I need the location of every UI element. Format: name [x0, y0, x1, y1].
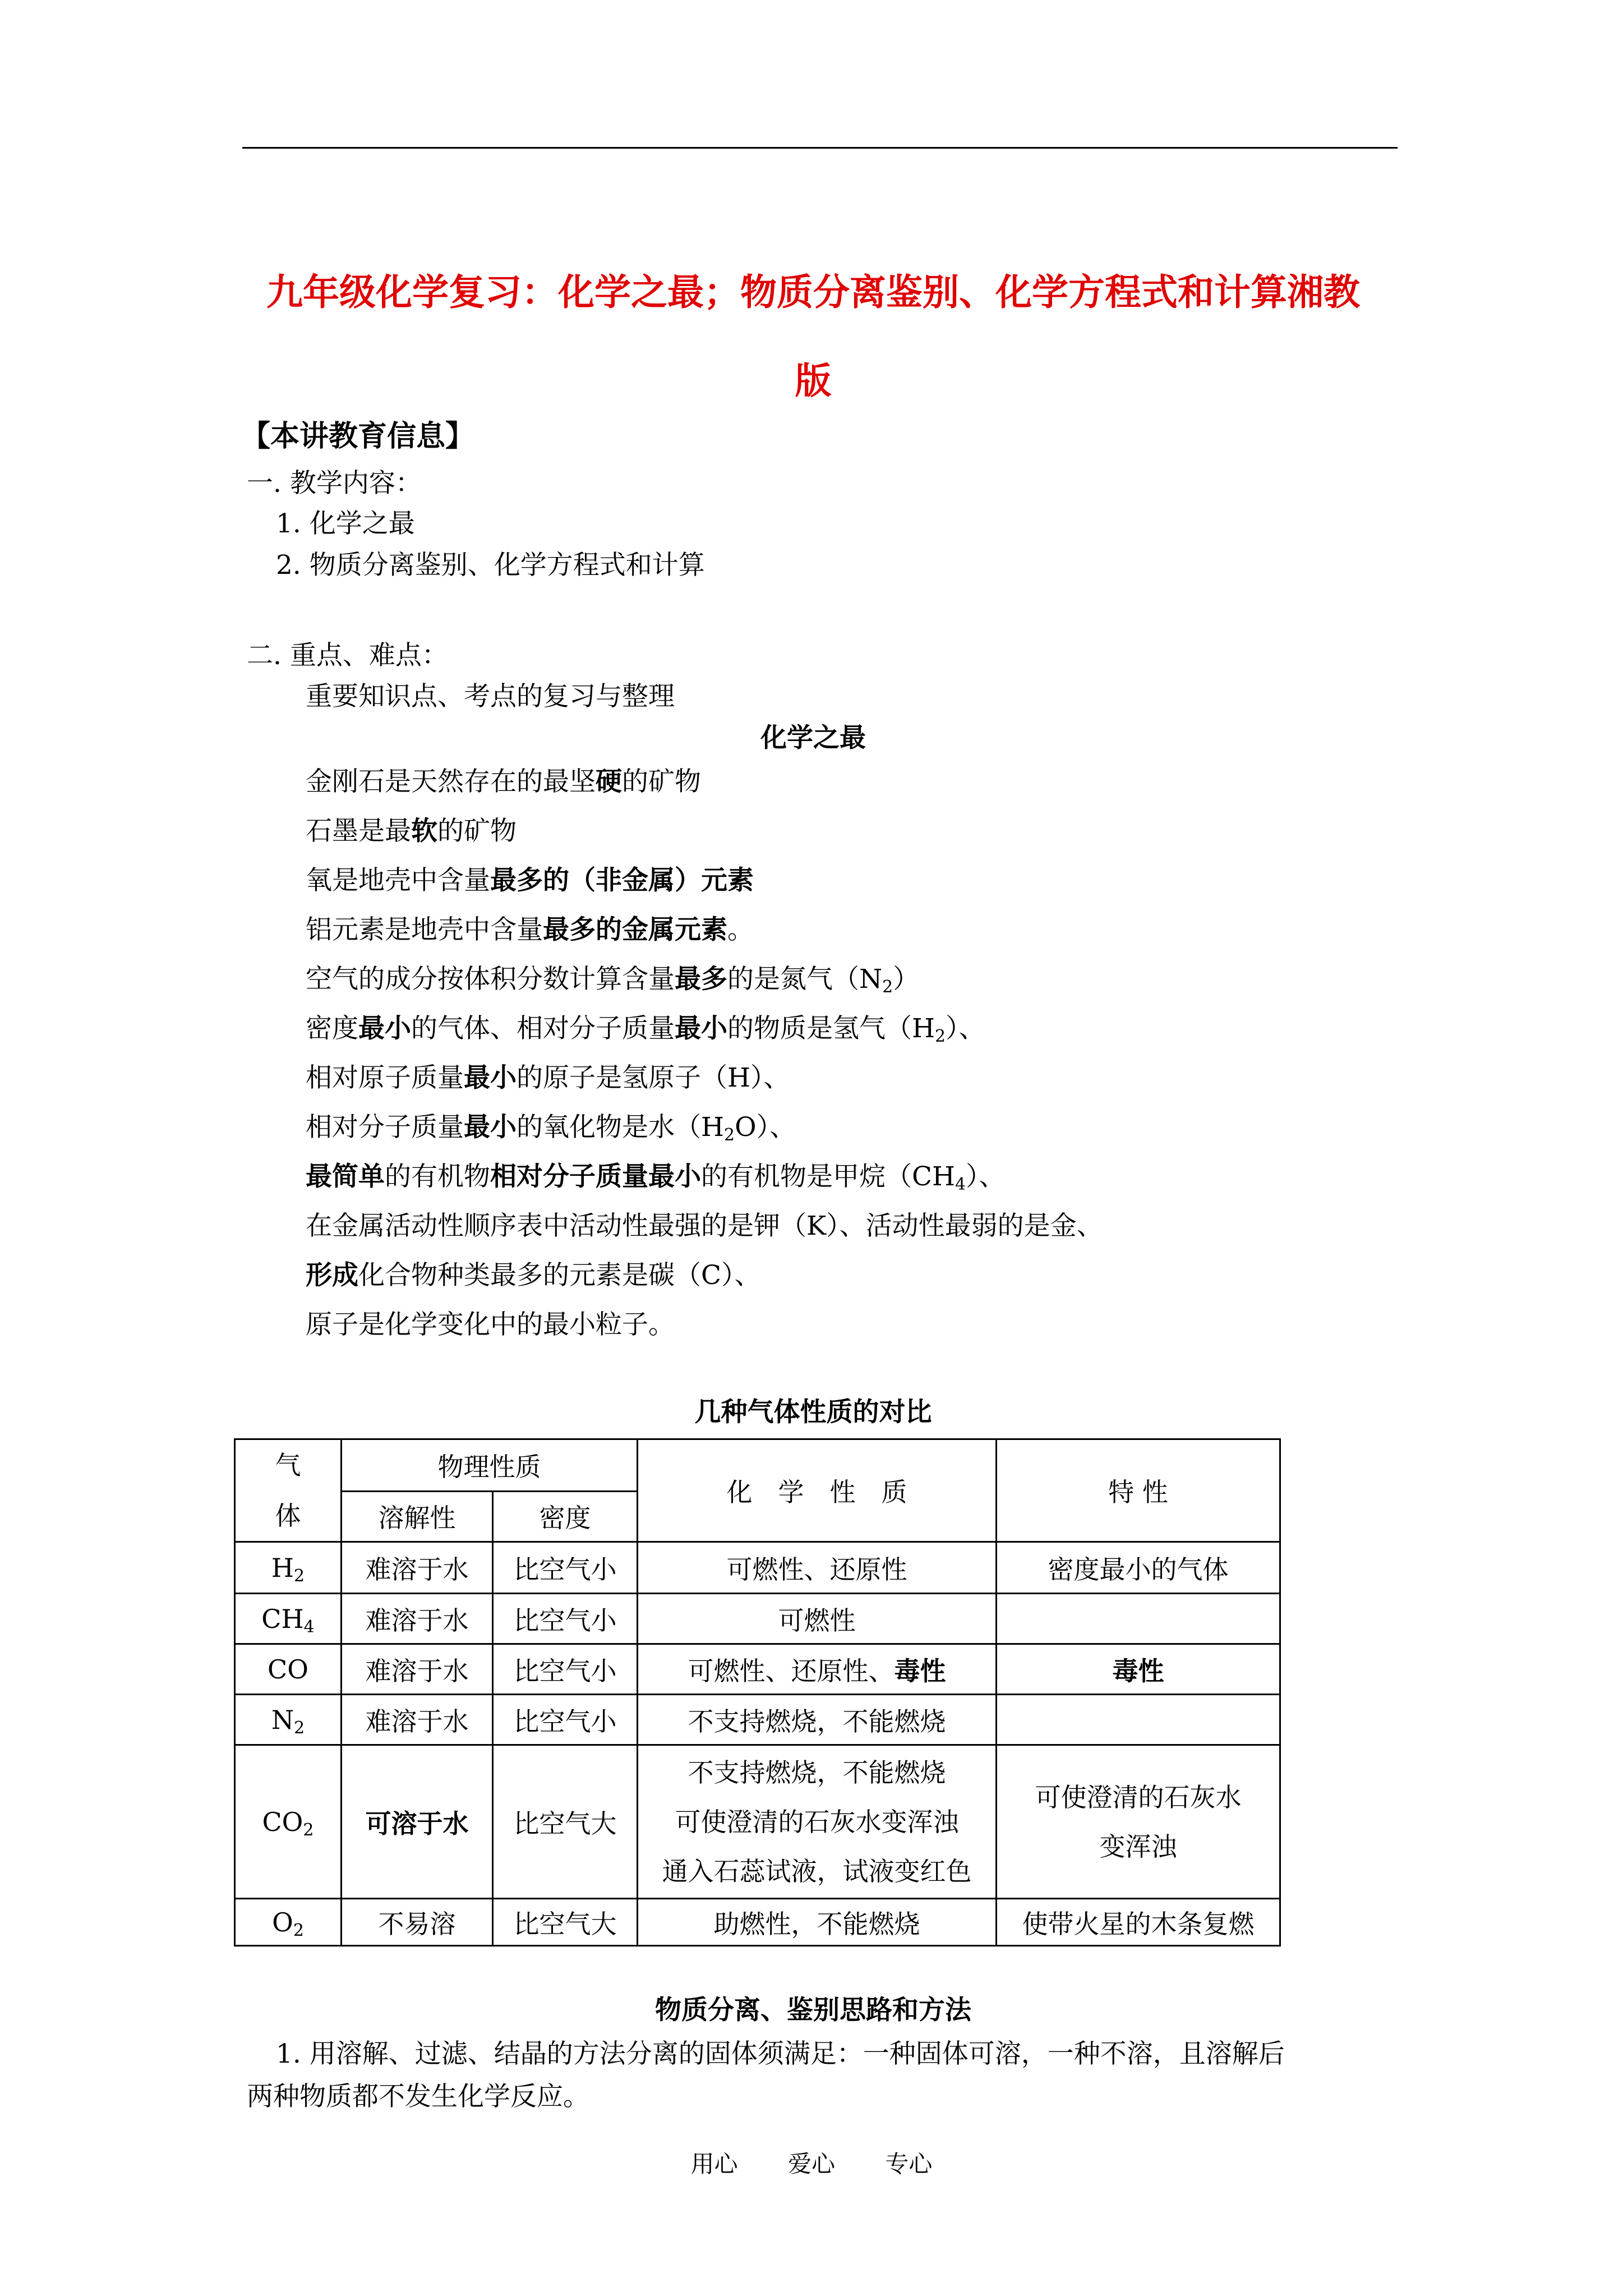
header-rule — [242, 147, 1398, 149]
density-cell: 比空气大 — [493, 1899, 638, 1946]
teaching-item-1: 1. 化学之最 — [276, 508, 415, 539]
superlative-line-1: 金刚石是天然存在的最坚硬的矿物 — [306, 766, 701, 797]
superlative-line-10: 在金属活动性顺序表中活动性最强的是钾（K）、活动性最弱的是金、 — [306, 1211, 1103, 1241]
solubility-cell: 难溶于水 — [342, 1594, 493, 1644]
superlative-line-9: 最简单的有机物相对分子质量最小的有机物是甲烷$(CH_4)$、 — [306, 1161, 1006, 1194]
gas-table-heading: 几种气体性质的对比 — [694, 1397, 932, 1428]
footer-word-2: 爱心 — [787, 2150, 835, 2178]
separation-heading: 物质分离、鉴别思路和方法 — [655, 1995, 971, 2026]
superlative-line-5: 空气的成分按体积分数计算含量最多的是氮气$(N_2)$ — [306, 964, 920, 997]
key-points-text: 重要知识点、考点的复习与整理 — [306, 681, 675, 712]
chemical-cell: 不支持燃烧，不能燃烧 可使澄清的石灰水变浑浊 通入石蕊试液，试液变红色 — [638, 1745, 997, 1899]
density-cell: 比空气小 — [493, 1695, 638, 1745]
teaching-item-2: 2. 物质分离鉴别、化学方程式和计算 — [276, 550, 705, 581]
page-footer — [0, 2146, 1623, 2179]
header-gas: 气 体 — [235, 1439, 342, 1542]
section-header: 【本讲教育信息】 — [241, 420, 475, 453]
document-title-line-1: 九年级化学复习：化学之最；物质分离鉴别、化学方程式和计算湘教 — [266, 271, 1360, 314]
solubility-cell: 难溶于水 — [342, 1542, 493, 1594]
gas-cell: $H_2$ — [235, 1542, 342, 1594]
density-cell: 比空气小 — [493, 1644, 638, 1695]
density-cell: 比空气小 — [493, 1594, 638, 1644]
footer-word-1: 用心 — [690, 2150, 738, 2178]
gas-cell: $N_2$ — [235, 1695, 342, 1745]
solubility-cell: 可溶于水 — [342, 1745, 493, 1899]
key-points-label: 二. 重点、难点： — [247, 640, 448, 671]
special-cell — [997, 1594, 1280, 1644]
table-row — [235, 1542, 1280, 1594]
chemical-cell: 可燃性、还原性、毒性 — [638, 1644, 997, 1695]
footer-word-3: 专心 — [885, 2150, 933, 2178]
table-row — [235, 1899, 1280, 1946]
table-row — [235, 1594, 1280, 1644]
chemical-cell: 不支持燃烧，不能燃烧 — [638, 1695, 997, 1745]
header-density: 密度 — [493, 1491, 638, 1542]
teaching-label: 一. 教学内容： — [247, 468, 422, 499]
special-cell: 使带火星的木条复燃 — [997, 1899, 1280, 1946]
header-physical: 物理性质 — [342, 1439, 638, 1492]
gas-cell: CO — [235, 1644, 342, 1695]
table-row — [235, 1695, 1280, 1745]
chemical-cell: 可燃性、还原性 — [638, 1542, 997, 1594]
gas-cell: $CO_2$ — [235, 1745, 342, 1899]
separation-paragraph-line-2: 两种物质都不发生化学反应。 — [247, 2081, 589, 2112]
special-cell: 可使澄清的石灰水 变浑浊 — [997, 1745, 1280, 1899]
superlative-line-6: 密度最小的气体、相对分子质量最小的物质是氢气$(H_2)$、 — [306, 1013, 985, 1046]
table-row — [235, 1644, 1280, 1695]
solubility-cell: 难溶于水 — [342, 1695, 493, 1745]
superlatives-heading: 化学之最 — [760, 723, 866, 753]
special-cell — [997, 1695, 1280, 1745]
header-solubility: 溶解性 — [342, 1491, 493, 1542]
gas-comparison-table — [234, 1438, 1281, 1947]
header-chemical: 化 学 性 质 — [638, 1439, 997, 1542]
gas-cell: $O_2$ — [235, 1899, 342, 1946]
superlative-line-12: 原子是化学变化中的最小粒子。 — [306, 1309, 675, 1340]
chemical-cell: 助燃性，不能燃烧 — [638, 1899, 997, 1946]
density-cell: 比空气小 — [493, 1542, 638, 1594]
document-title-line-2: 版 — [795, 360, 832, 402]
gas-cell: $CH_4$ — [235, 1594, 342, 1644]
superlative-line-7: 相对原子质量最小的原子是氢原子（H）、 — [306, 1062, 790, 1093]
density-cell: 比空气大 — [493, 1745, 638, 1899]
superlative-line-3: 氧是地壳中含量最多的（非金属）元素 — [306, 865, 754, 896]
table-row — [235, 1745, 1280, 1899]
special-cell: 密度最小的气体 — [997, 1542, 1280, 1594]
separation-paragraph-line-1: 1. 用溶解、过滤、结晶的方法分离的固体须满足：一种固体可溶，一种不溶，且溶解后 — [276, 2039, 1285, 2069]
superlative-line-11: 形成化合物种类最多的元素是碳（C）、 — [306, 1260, 761, 1291]
chemical-cell: 可燃性 — [638, 1594, 997, 1644]
special-cell: 毒性 — [997, 1644, 1280, 1695]
superlative-line-4: 铝元素是地壳中含量最多的金属元素。 — [306, 914, 754, 945]
superlative-line-8: 相对分子质量最小的氧化物是水$(H_2O)$、 — [306, 1112, 796, 1145]
header-special: 特 性 — [997, 1439, 1280, 1542]
solubility-cell: 不易溶 — [342, 1899, 493, 1946]
superlative-line-2: 石墨是最软的矿物 — [306, 816, 517, 846]
solubility-cell: 难溶于水 — [342, 1644, 493, 1695]
